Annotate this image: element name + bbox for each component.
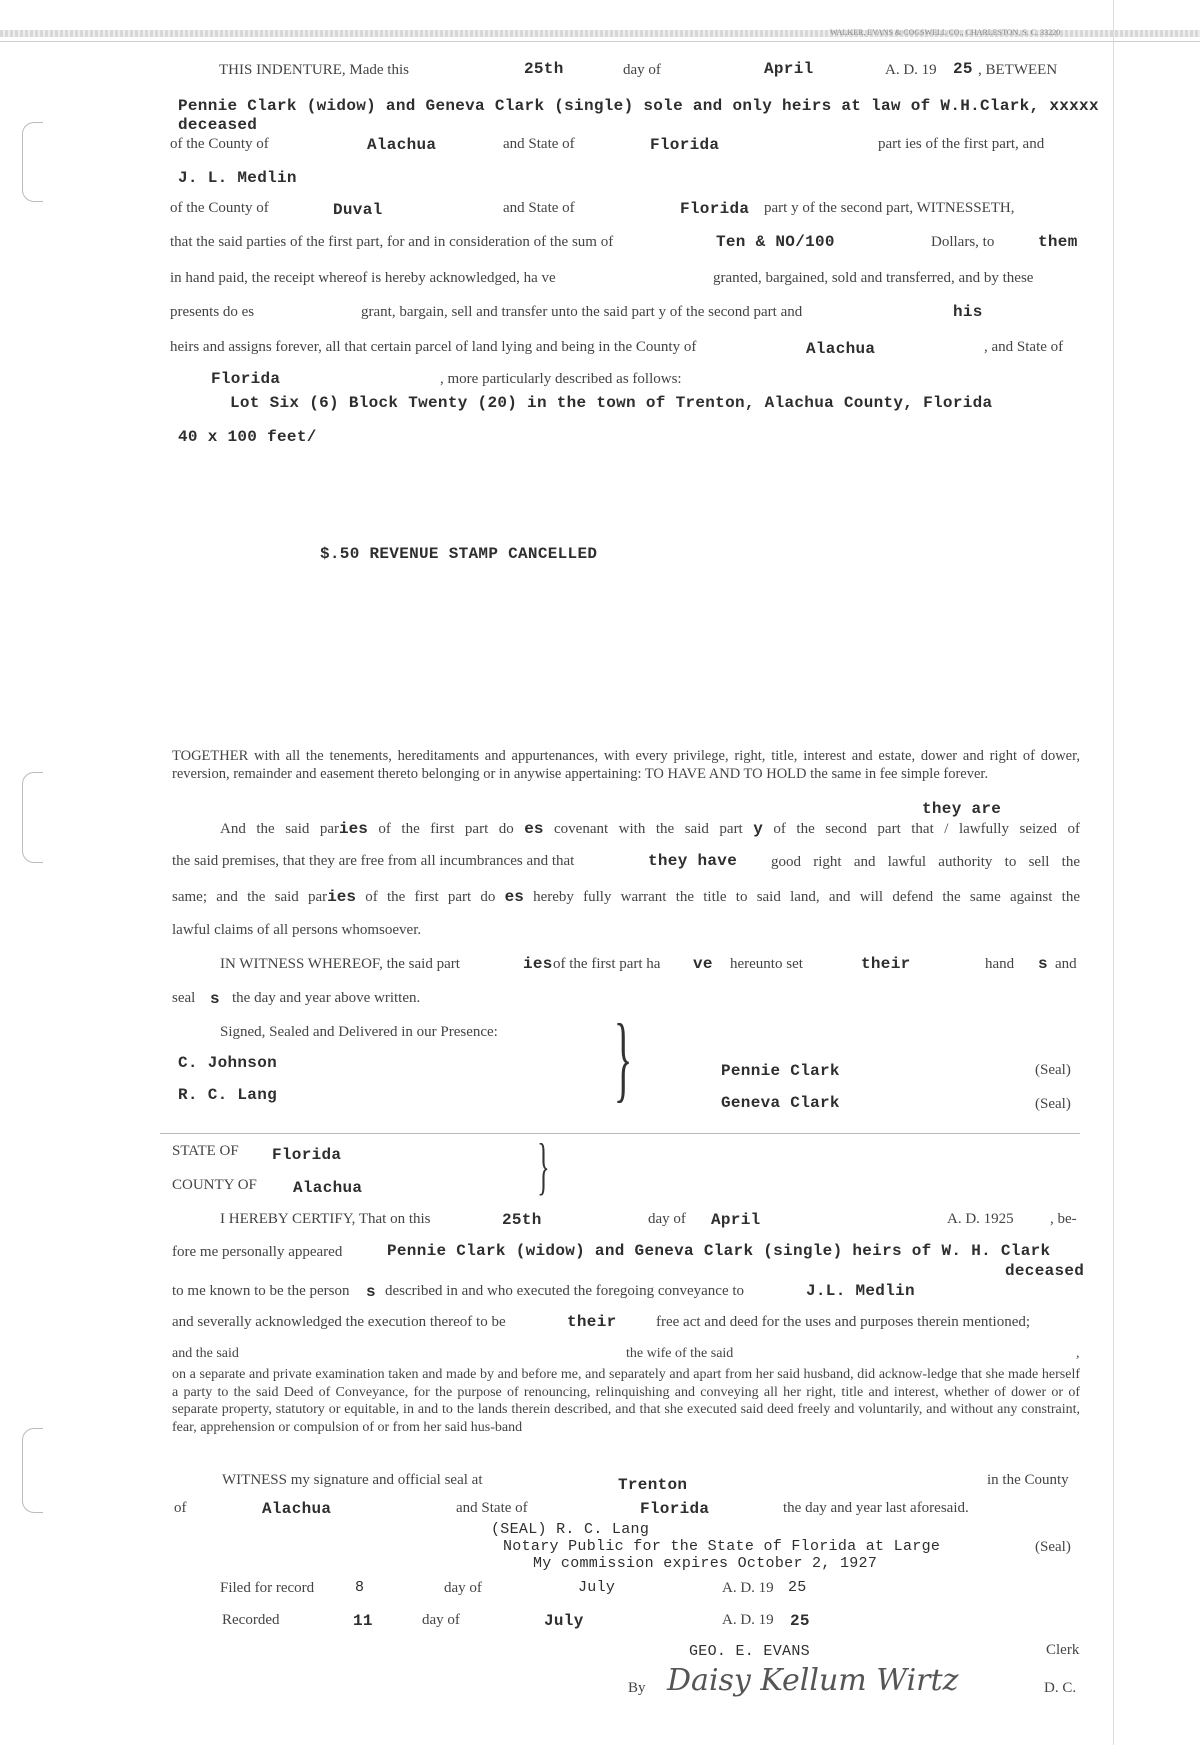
typed-insert: es (504, 888, 524, 906)
description-size: 40 x 100 feet/ (178, 428, 317, 446)
header-line (0, 41, 1200, 42)
intro-ad: A. D. 19 (885, 62, 937, 78)
covenant-line-1 (220, 820, 1080, 838)
intro-day-of: day of (623, 62, 661, 78)
ack-county: Alachua (293, 1179, 363, 1197)
ack-of: of (174, 1500, 187, 1516)
presents-his: his (953, 303, 983, 321)
record-filed-ad: A. D. 19 (722, 1580, 774, 1596)
covenant-line-3 (172, 888, 1080, 906)
record-filed: Filed for record (220, 1580, 315, 1596)
ack-grantee: J.L. Medlin (806, 1282, 915, 1300)
ack-county-label: COUNTY OF (172, 1177, 257, 1193)
record-rec-year: 25 (790, 1612, 810, 1630)
ack-free: free act and deed for the uses and purposes therein mentioned; (656, 1314, 1031, 1330)
ack-and-said: and the said (172, 1346, 239, 1361)
presents-grant: grant, bargain, sell and transfer unto the said part y of the second part and (361, 304, 803, 320)
receipt-text: in hand paid, the receipt whereof is hereby acknowledged, ha ve (170, 270, 556, 286)
first-state: Florida (650, 136, 720, 154)
notary-seal: (Seal) (1035, 1539, 1071, 1555)
ack-comma: , (1076, 1346, 1080, 1361)
second-part-suffix: part y of the second part, WITNESSETH, (764, 200, 1015, 216)
typed-insert: ies (327, 888, 356, 906)
ack-separate-examination: on a separate and private examination taken and made by and before me, and separately and apart from her said husband, did acknow-ledge that she made herself a party to the said Deed of Conveyance, for the purpose of renouncing, relinquishing and conveying all her right, title and interest, whether of dower or of separate property, statutory or equitable, in and to the lands therein described, and that she executed said deed freely and voluntarily, and without any constraint, fear, apprehension or compulsion of or from her said hus-band (172, 1367, 1080, 1435)
notary-commission: My commission expires October 2, 1927 (533, 1555, 878, 1572)
intro-month: April (764, 60, 814, 78)
record-filed-month: July (578, 1579, 616, 1596)
ack-known-s: s (366, 1283, 376, 1301)
ack-state-label: STATE OF (172, 1143, 239, 1159)
receipt-granted: granted, bargained, sold and transferred, and by these (713, 270, 1034, 286)
witness-l1a: IN WITNESS WHEREOF, the said part (220, 956, 460, 972)
text: of the first part do (356, 889, 505, 905)
record-rec-day-of: day of (422, 1612, 460, 1628)
heirs-state-label: , and State of (984, 339, 1064, 355)
description-state: Florida (211, 370, 281, 388)
record-filed-day-of: day of (444, 1580, 482, 1596)
record-filed-day: 8 (355, 1579, 365, 1596)
ack-day-of: day of (648, 1211, 686, 1227)
witness-their: their (861, 955, 911, 973)
text: And the said par (220, 821, 340, 837)
ack-county2: Alachua (262, 1500, 332, 1518)
typed-insert: y (753, 820, 763, 838)
ack-be: , be- (1050, 1211, 1077, 1227)
text: hereby fully warrant the title to said land, and will defend the same against the (523, 889, 1080, 905)
ack-in-county: in the County (987, 1472, 1069, 1488)
record-rec-month: July (544, 1612, 584, 1630)
ack-appeared: Pennie Clark (widow) and Geneva Clark (single) heirs of W. H. Clark (387, 1242, 1051, 1260)
first-state-label: and State of (503, 136, 575, 152)
text: covenant with the said part (543, 821, 754, 837)
witness-l1e: hereunto set (730, 956, 803, 972)
seal-1: (Seal) (1035, 1062, 1071, 1078)
grantee-name: J. L. Medlin (178, 169, 297, 187)
witness-l1c: of the first part ha (553, 956, 661, 972)
ack-deceased: deceased (1005, 1262, 1085, 1280)
ack-known: to me known to be the person (172, 1283, 350, 1299)
record-rec-ad: A. D. 19 (722, 1612, 774, 1628)
second-county: Duval (333, 201, 383, 219)
intro-between: , BETWEEN (978, 62, 1058, 78)
ack-certify: I HEREBY CERTIFY, That on this (220, 1211, 431, 1227)
binder-hole (22, 772, 43, 863)
clerk-name: GEO. E. EVANS (689, 1643, 810, 1660)
witness-signed: Signed, Sealed and Delivered in our Presence: (220, 1024, 498, 1040)
text: same; and the said par (172, 889, 328, 905)
grantor-signature-2: Geneva Clark (721, 1094, 840, 1112)
presents-text: presents do es (170, 304, 255, 320)
witness-l1b: ies (523, 955, 553, 973)
witness-hand-s: s (1038, 955, 1048, 973)
binder-hole (22, 1428, 43, 1513)
covenant-they-are: they are (922, 800, 1002, 818)
first-county-label: of the County of (170, 136, 269, 152)
ack-witness-sig: WITNESS my signature and official seal at (222, 1472, 483, 1488)
covenant-line-2a: the said premises, that they are free from all incumbrances and that (172, 853, 575, 869)
second-state-label: and State of (503, 200, 575, 216)
typed-insert: ies (339, 820, 368, 838)
consideration-to: them (1038, 233, 1078, 251)
dc-label: D. C. (1044, 1680, 1077, 1696)
ack-day: 25th (502, 1211, 542, 1229)
ack-ad: A. D. 1925 (947, 1211, 1014, 1227)
description-lot: Lot Six (6) Block Twenty (20) in the town of Trenton, Alachua County, Florida (230, 394, 993, 412)
ack-fore: fore me personally appeared (172, 1244, 343, 1260)
notary-title: Notary Public for the State of Florida at Large (503, 1538, 941, 1555)
second-state: Florida (680, 200, 750, 218)
revenue-stamp-note: $.50 REVENUE STAMP CANCELLED (320, 545, 598, 563)
second-county-label: of the County of (170, 200, 269, 216)
heirs-text: heirs and assigns forever, all that certain parcel of land lying and being in the County of (170, 339, 697, 355)
witness-seal-s: s (210, 990, 220, 1008)
ack-state-label2: and State of (456, 1500, 528, 1516)
intro-made-this: THIS INDENTURE, Made this (219, 62, 409, 78)
ack-state2: Florida (640, 1500, 710, 1518)
intro-year: 25 (953, 60, 973, 78)
clerk-label: Clerk (1046, 1642, 1080, 1658)
covenant-line-2c: good right and lawful authority to sell the (771, 854, 1080, 870)
by-label: By (628, 1680, 646, 1696)
together-clause: TOGETHER with all the tenements, hereditaments and appurtenances, with every privilege, right, title, interest and estate, dower and right of dower, reversion, remainder and easement thereto belonging or in anywise appertaining: TO HAVE AND TO HOLD the same in fee simple forever. (172, 748, 1080, 782)
witness-signature-2: R. C. Lang (178, 1086, 278, 1104)
typed-insert: es (524, 820, 544, 838)
consideration-dollars: Dollars, to (931, 234, 995, 250)
ack-state: Florida (272, 1146, 342, 1164)
grantor-signature-1: Pennie Clark (721, 1062, 840, 1080)
witness-hand: hand (985, 956, 1015, 972)
ack-wife: the wife of the said (626, 1346, 734, 1361)
first-county: Alachua (367, 136, 437, 154)
witness-seal: seal (172, 990, 196, 1006)
ack-month: April (711, 1211, 761, 1229)
intro-day: 25th (524, 60, 564, 78)
ack-their: their (567, 1313, 617, 1331)
binder-hole (22, 122, 43, 202)
text: of the first part do (367, 821, 525, 837)
ack-place: Trenton (618, 1476, 688, 1494)
witness-and: and (1055, 956, 1077, 972)
notary-seal-name: (SEAL) R. C. Lang (491, 1521, 650, 1538)
record-recorded: Recorded (222, 1612, 280, 1628)
section-divider (160, 1133, 1080, 1134)
grantor-names: Pennie Clark (widow) and Geneva Clark (single) sole and only heirs at law of W.H.Clark, xxxxx (178, 97, 1099, 115)
venue-brace: } (537, 1130, 550, 1201)
witness-rest: the day and year above written. (232, 990, 421, 1006)
right-margin-line (1113, 0, 1114, 1745)
consideration-sum: Ten & NO/100 (716, 233, 835, 251)
deputy-clerk-signature: Daisy Kellum Wirtz (667, 1663, 959, 1698)
heirs-county: Alachua (806, 340, 876, 358)
grantor-deceased: deceased (178, 116, 258, 134)
description-lead: , more particularly described as follows: (440, 371, 682, 387)
signature-brace: } (613, 1004, 633, 1111)
ack-severally: and severally acknowledged the execution thereof to be (172, 1314, 506, 1330)
printer-imprint: WALKER, EVANS & COGSWELL CO., CHARLESTON, S. C. 33220 (830, 28, 1061, 37)
seal-2: (Seal) (1035, 1096, 1071, 1112)
record-rec-day: 11 (353, 1612, 373, 1630)
text: of the second part that / lawfully seized of (762, 821, 1080, 837)
ack-described: described in and who executed the foregoing conveyance to (385, 1283, 745, 1299)
record-filed-year: 25 (788, 1579, 807, 1596)
ack-last: the day and year last aforesaid. (783, 1500, 969, 1516)
witness-signature-1: C. Johnson (178, 1054, 278, 1072)
consideration-text: that the said parties of the first part, for and in consideration of the sum of (170, 234, 614, 250)
witness-l1d: ve (693, 955, 713, 973)
covenant-line-4: lawful claims of all persons whomsoever. (172, 922, 422, 938)
first-part-suffix: part ies of the first part, and (878, 136, 1045, 152)
covenant-they-have: they have (648, 852, 738, 870)
